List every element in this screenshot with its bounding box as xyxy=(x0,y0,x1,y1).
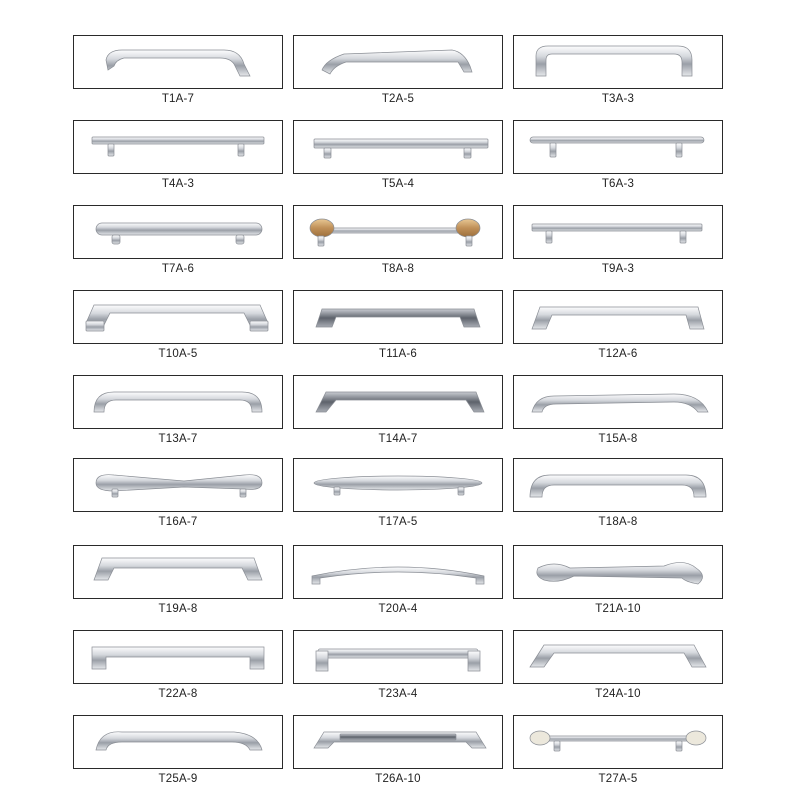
handle-image xyxy=(74,376,282,428)
handle-image xyxy=(514,36,722,88)
product-image-frame xyxy=(513,205,723,259)
product-image-frame xyxy=(513,545,723,599)
product-card[interactable] xyxy=(73,205,283,275)
product-code-label: T16A-7 xyxy=(158,516,198,528)
product-card[interactable] xyxy=(73,715,283,785)
handle-image xyxy=(514,206,722,258)
handle-image xyxy=(514,291,722,343)
product-image-frame xyxy=(73,545,283,599)
product-card[interactable] xyxy=(73,290,283,360)
product-code-label: T6A-3 xyxy=(601,178,635,190)
handle-image xyxy=(74,291,282,343)
handle-image xyxy=(74,459,282,511)
product-image-frame xyxy=(513,715,723,769)
product-image-frame xyxy=(293,120,503,174)
handle-image xyxy=(514,546,722,598)
product-code-label: T27A-5 xyxy=(598,773,638,785)
product-code-label: T5A-4 xyxy=(381,178,415,190)
product-code-label: T1A-7 xyxy=(161,93,195,105)
product-card[interactable] xyxy=(513,205,723,275)
product-code-label: T24A-10 xyxy=(595,688,641,700)
product-code-label: T13A-7 xyxy=(158,433,198,445)
product-card[interactable] xyxy=(73,375,283,445)
product-code-label: T8A-8 xyxy=(381,263,415,275)
product-card[interactable] xyxy=(513,120,723,190)
product-image-frame xyxy=(73,290,283,344)
product-image-frame xyxy=(293,290,503,344)
handle-image xyxy=(514,716,722,768)
product-image-frame xyxy=(513,630,723,684)
product-code-label: T12A-6 xyxy=(598,348,638,360)
product-code-label: T15A-8 xyxy=(598,433,638,445)
product-image-frame xyxy=(513,120,723,174)
handle-image xyxy=(74,631,282,683)
product-image-frame xyxy=(73,120,283,174)
product-image-frame xyxy=(73,35,283,89)
product-code-label: T11A-6 xyxy=(378,348,418,360)
product-image-frame xyxy=(293,545,503,599)
product-card[interactable] xyxy=(293,545,503,615)
product-card[interactable] xyxy=(513,458,723,528)
product-card[interactable] xyxy=(513,375,723,445)
product-code-label: T2A-5 xyxy=(381,93,415,105)
product-card[interactable] xyxy=(513,35,723,105)
handle-image xyxy=(294,631,502,683)
product-image-frame xyxy=(513,375,723,429)
product-image-frame xyxy=(293,458,503,512)
product-code-label: T4A-3 xyxy=(161,178,195,190)
product-image-frame xyxy=(293,205,503,259)
product-code-label: T7A-6 xyxy=(161,263,195,275)
product-card[interactable] xyxy=(513,715,723,785)
product-card[interactable] xyxy=(513,630,723,700)
product-code-label: T21A-10 xyxy=(595,603,641,615)
product-code-label: T23A-4 xyxy=(378,688,418,700)
product-image-frame xyxy=(73,458,283,512)
product-card[interactable] xyxy=(73,458,283,528)
product-card[interactable] xyxy=(293,205,503,275)
product-image-frame xyxy=(513,290,723,344)
product-card[interactable] xyxy=(293,630,503,700)
product-card[interactable] xyxy=(513,290,723,360)
product-image-frame xyxy=(293,715,503,769)
handle-image xyxy=(294,716,502,768)
product-card[interactable] xyxy=(293,375,503,445)
handle-image xyxy=(74,121,282,173)
product-code-label: T22A-8 xyxy=(158,688,198,700)
product-code-label: T9A-3 xyxy=(601,263,635,275)
product-card[interactable] xyxy=(513,545,723,615)
handle-image xyxy=(514,459,722,511)
product-image-frame xyxy=(293,375,503,429)
product-card[interactable] xyxy=(293,290,503,360)
product-image-frame xyxy=(293,35,503,89)
handle-image xyxy=(74,206,282,258)
handle-image xyxy=(514,121,722,173)
product-image-frame xyxy=(73,205,283,259)
handle-image xyxy=(294,121,502,173)
product-code-label: T10A-5 xyxy=(158,348,198,360)
handle-image xyxy=(294,376,502,428)
product-image-frame xyxy=(73,715,283,769)
product-card[interactable] xyxy=(293,120,503,190)
product-image-frame xyxy=(73,630,283,684)
product-card[interactable] xyxy=(73,630,283,700)
product-card[interactable] xyxy=(73,120,283,190)
product-code-label: T18A-8 xyxy=(598,516,638,528)
handle-image xyxy=(74,36,282,88)
product-card[interactable] xyxy=(293,458,503,528)
product-image-frame xyxy=(73,375,283,429)
product-image-frame xyxy=(293,630,503,684)
product-code-label: T20A-4 xyxy=(378,603,418,615)
product-card[interactable] xyxy=(293,35,503,105)
handle-image xyxy=(294,291,502,343)
handle-image xyxy=(74,716,282,768)
product-code-label: T3A-3 xyxy=(601,93,635,105)
product-code-label: T19A-8 xyxy=(158,603,198,615)
product-card[interactable] xyxy=(73,545,283,615)
handle-image xyxy=(294,459,502,511)
product-card[interactable] xyxy=(293,715,503,785)
handle-image xyxy=(514,376,722,428)
product-code-label: T25A-9 xyxy=(158,773,198,785)
handle-image xyxy=(294,546,502,598)
product-image-frame xyxy=(513,35,723,89)
handle-image xyxy=(294,36,502,88)
product-image-frame xyxy=(513,458,723,512)
product-code-label: T26A-10 xyxy=(375,773,421,785)
handle-image xyxy=(74,546,282,598)
handle-image xyxy=(294,206,502,258)
product-card[interactable] xyxy=(73,35,283,105)
product-code-label: T17A-5 xyxy=(378,516,418,528)
product-code-label: T14A-7 xyxy=(378,433,418,445)
handle-image xyxy=(514,631,722,683)
